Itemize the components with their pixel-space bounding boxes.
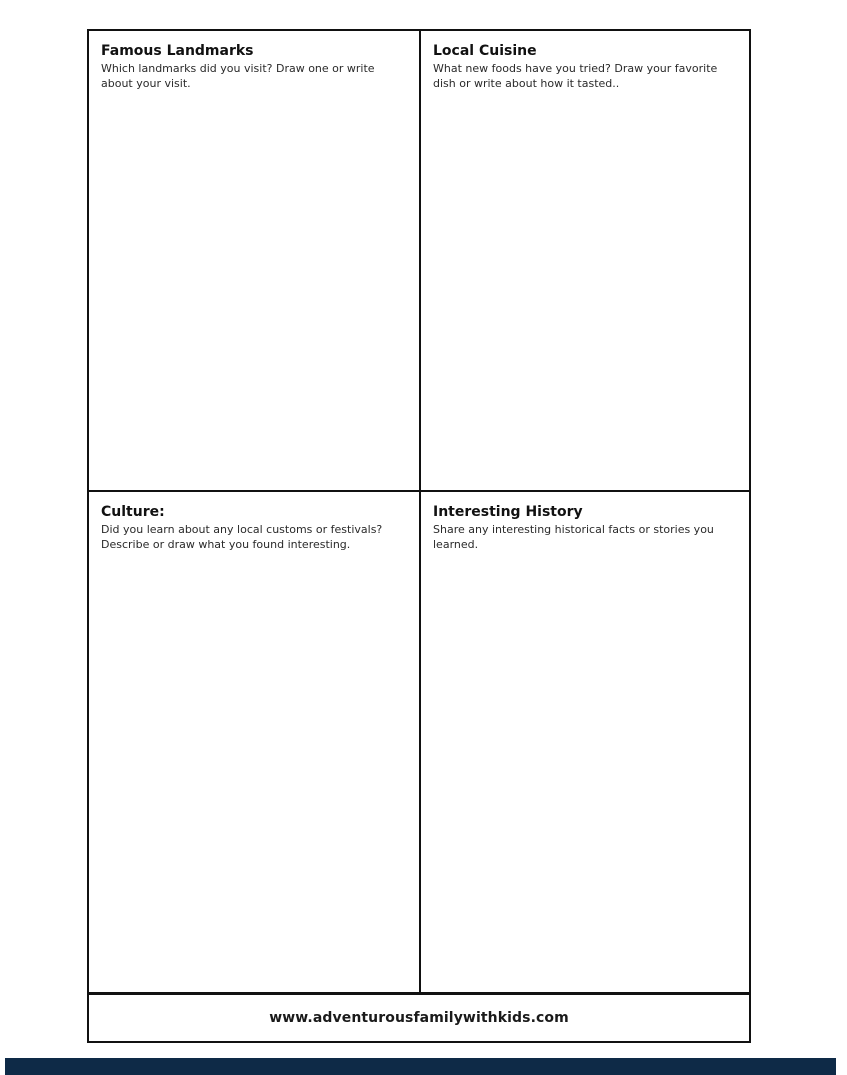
horizontal-divider [89,490,749,492]
section-title: Famous Landmarks [101,43,254,59]
vertical-divider [419,31,421,993]
footer [89,995,749,1041]
website-link[interactable]: www.adventurousfamilywithkids.com [269,1010,569,1026]
section-grid [89,31,749,993]
section-description: Share any interesting historical facts or stories you learned. [433,523,714,551]
section-interesting-history [421,492,751,993]
section-description: Which landmarks did you visit? Draw one or write about your visit. [101,62,375,90]
journal-worksheet [87,29,751,1043]
section-title: Local Cuisine [433,43,537,59]
section-famous-landmarks [89,31,421,492]
section-culture [89,492,421,993]
section-description: Did you learn about any local customs or festivals? Describe or draw what you found interesting. [101,523,383,551]
section-description: What new foods have you tried? Draw your favorite dish or write about how it tasted.. [433,62,718,90]
bottom-color-band [5,1058,836,1075]
section-local-cuisine [421,31,751,492]
section-title: Interesting History [433,504,583,520]
section-title: Culture: [101,504,165,520]
